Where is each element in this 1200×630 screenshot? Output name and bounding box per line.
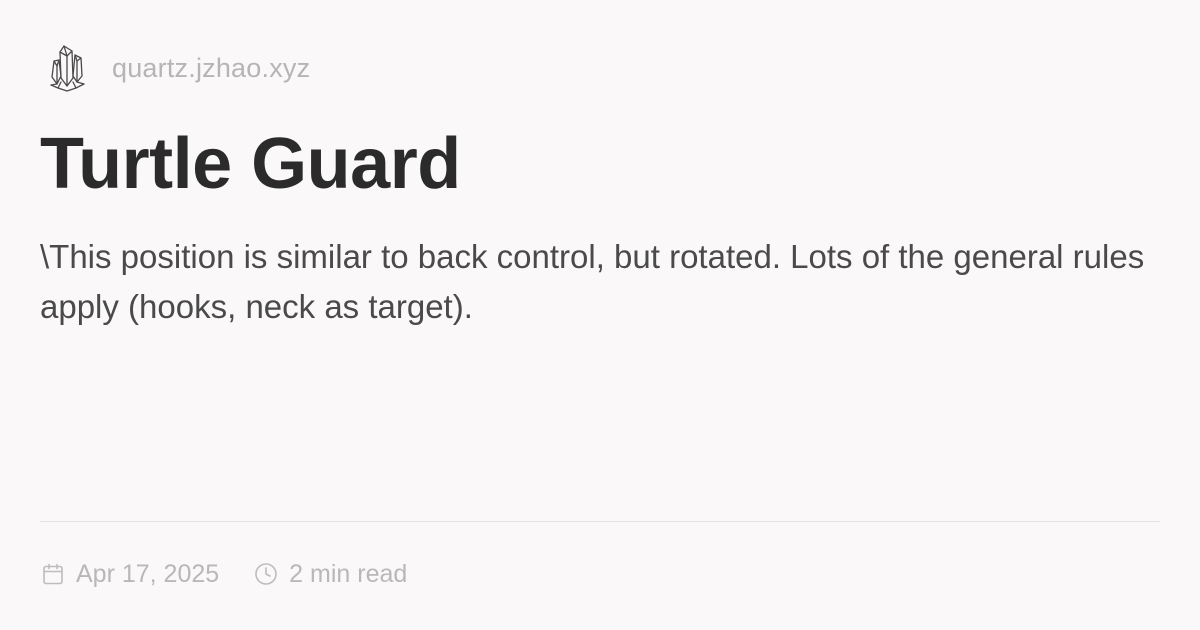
page-meta [40,556,407,592]
clock-icon [253,561,279,587]
date-meta [40,560,219,589]
crystal-logo-icon [46,40,90,96]
divider [40,521,1160,522]
reading-time: 2 min read [289,559,408,588]
calendar-icon [40,561,66,587]
page-title: Turtle Guard [40,124,461,204]
site-name[interactable]: quartz.jzhao.xyz [112,52,311,83]
site-header [46,40,310,96]
publish-date: Apr 17, 2025 [76,559,220,588]
reading-time-meta [253,560,407,589]
page-description: \This position is similar to back control, but rotated. Lots of the general rules apply (hooks, neck as target). [40,238,1145,325]
